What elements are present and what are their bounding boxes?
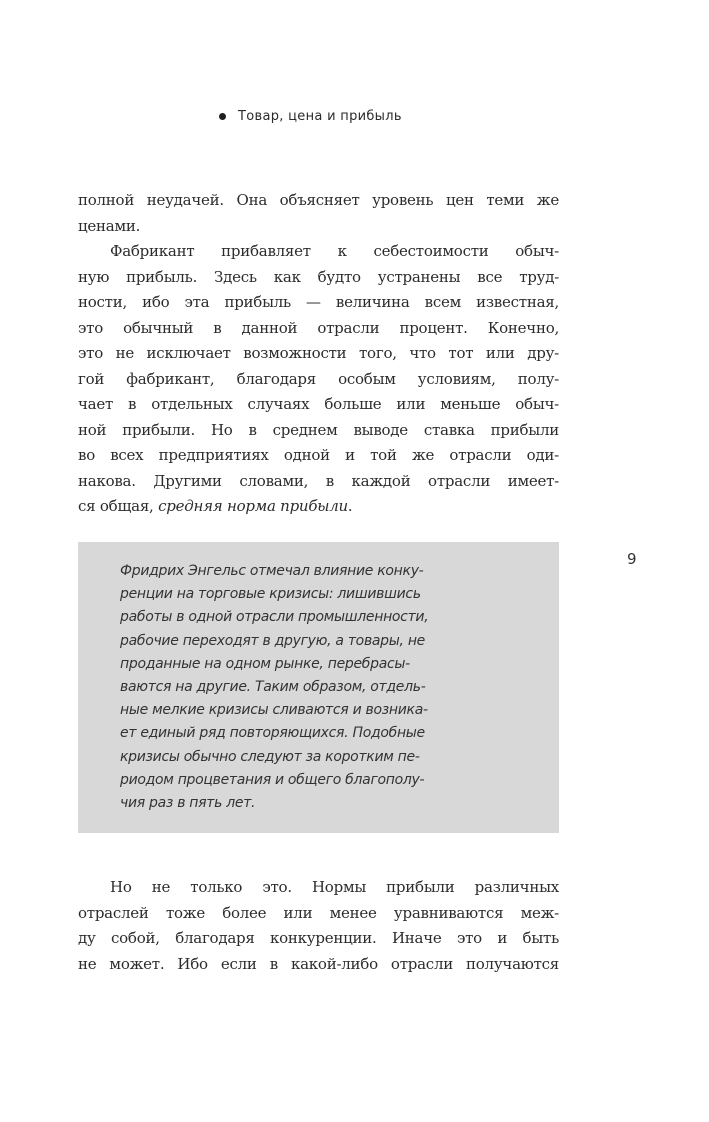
emphasized-term: средняя норма прибыли bbox=[158, 497, 348, 515]
bullet-icon bbox=[219, 113, 226, 120]
sidebar-line: рабочие переходят в другую, а товары, не bbox=[120, 632, 425, 649]
text-line-with-emphasis bbox=[78, 494, 559, 520]
text-line: накова. Другими словами, в каждой отрасли имеет- bbox=[78, 471, 559, 490]
sidebar-line: проданные на одном рынке, перебрасы- bbox=[120, 655, 410, 672]
sidebar-line: Фридрих Энгельс отмечал влияние конку- bbox=[120, 563, 424, 579]
sidebar-line: ные мелкие кризисы сливаются и возника- bbox=[120, 702, 428, 719]
text-fragment: ся общая, bbox=[78, 497, 159, 515]
page-number: 9 bbox=[627, 550, 637, 568]
body-text-bottom bbox=[78, 875, 559, 977]
sidebar-line: риодом процветания и общего благополу- bbox=[120, 771, 425, 788]
sidebar-line: ет единый ряд повторяющихся. Подобные bbox=[120, 725, 425, 742]
sidebar-line: ваются на другие. Таким образом, отдель- bbox=[120, 678, 426, 695]
text-line: это обычный в данной отрасли процент. Конечно, bbox=[78, 318, 559, 337]
text-line: гой фабрикант, благодаря особым условиям, полу- bbox=[78, 369, 559, 388]
text-line: ности, ибо эта прибыль — величина всем известная, bbox=[78, 293, 559, 311]
text-line: Фабрикант прибавляет к себестоимости обыч- bbox=[110, 242, 559, 260]
text-line: Но не только это. Нормы прибыли различных bbox=[110, 878, 559, 896]
text-line: это не исключает возможности того, что тот или дру- bbox=[78, 344, 559, 362]
body-text-top bbox=[78, 188, 559, 520]
sidebar-line: кризисы обычно следуют за коротким пе- bbox=[120, 748, 420, 765]
text-line: полной неудачей. Она объясняет уровень цен теми же bbox=[78, 191, 559, 209]
running-head bbox=[219, 106, 402, 126]
text-fragment: . bbox=[347, 497, 353, 515]
sidebar-box bbox=[78, 542, 559, 833]
text-line: ценами. bbox=[78, 216, 141, 235]
running-head-title: Товар, цена и прибыль bbox=[238, 108, 402, 124]
text-line: отраслей тоже более или менее уравниваются меж- bbox=[78, 903, 559, 922]
sidebar-text bbox=[120, 560, 504, 815]
text-line: ду собой, благодаря конкуренции. Иначе это и быть bbox=[78, 929, 559, 947]
text-line: ной прибыли. Но в среднем выводе ставка прибыли bbox=[78, 420, 559, 439]
sidebar-line: работы в одной отрасли промышленности, bbox=[120, 609, 429, 626]
text-line: во всех предприятиях одной и той же отрасли оди- bbox=[78, 446, 559, 464]
text-line: не может. Ибо если в какой-либо отрасли получаются bbox=[78, 954, 559, 973]
text-line: чает в отдельных случаях больше или меньше обыч- bbox=[78, 395, 559, 413]
sidebar-line: чия раз в пять лет. bbox=[120, 794, 256, 811]
text-line: ную прибыль. Здесь как будто устранены все труд- bbox=[78, 267, 559, 286]
sidebar-line: ренции на торговые кризисы: лишившись bbox=[120, 586, 421, 603]
